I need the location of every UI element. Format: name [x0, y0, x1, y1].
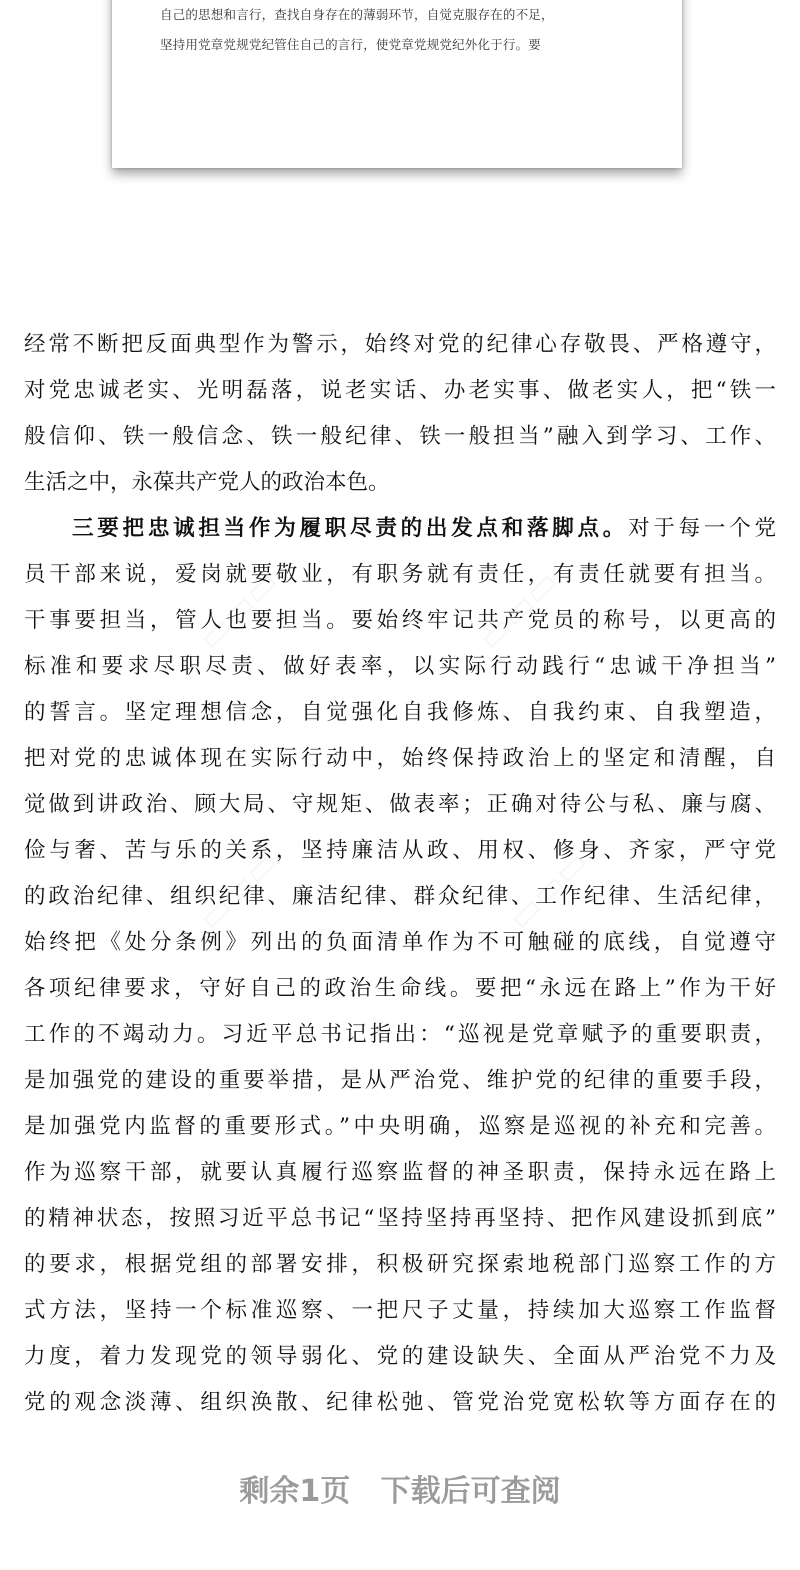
page-preview-card: [112, 0, 682, 168]
text-line: 各项纪律要求，守好自己的政治生命线。要把“永远在路上”作为干好: [24, 976, 776, 1001]
text-line: 始终把《处分条例》列出的负面清单作为不可触碰的底线，自觉遵守: [24, 930, 776, 955]
text-line: 的精神状态，按照习近平总书记“坚持坚持再坚持、把作风建设抓到底”: [24, 1206, 776, 1231]
text-line: 作为巡察干部，就要认真履行巡察监督的神圣职责，保持永远在路上: [24, 1160, 776, 1185]
document-body: [24, 322, 776, 1426]
text-line: 把对党的忠诚体现在实际行动中，始终保持政治上的坚定和清醒，自: [24, 746, 776, 771]
text-line: 俭与奢、苦与乐的关系，坚持廉洁从政、用权、修身、齐家，严守党: [24, 838, 776, 863]
text-line: 的要求，根据党组的部署安排，积极研究探索地税部门巡察工作的方: [24, 1252, 776, 1277]
remaining-pages-label: 剩余1页: [239, 1474, 351, 1509]
text-line: 的誓言。坚定理想信念，自觉强化自我修炼、自我约束、自我塑造，: [24, 700, 776, 725]
text-line: 是加强党的建设的重要举措，是从严治党、维护党的纪律的重要手段，: [24, 1068, 776, 1093]
paragraph-lead-heading: 三要把忠诚担当作为履职尽责的出发点和落脚点。: [72, 516, 629, 541]
preview-line: 坚持用党章党规党纪管住自己的言行，使党章党规党纪外化于行。要: [160, 37, 542, 52]
paragraph-lead-rest: 对于每一个党: [628, 516, 776, 541]
text-line: 般信仰、铁一般信念、铁一般纪律、铁一般担当”融入到学习、工作、: [24, 424, 776, 449]
text-line: 标准和要求尽职尽责、做好表率，以实际行动践行“忠诚干净担当”: [24, 654, 776, 679]
text-line: 的政治纪律、组织纪律、廉洁纪律、群众纪律、工作纪律、生活纪律，: [24, 884, 776, 909]
preview-line: 自己的思想和言行，查找自身存在的薄弱环节，自觉克服存在的不足，: [160, 7, 554, 22]
text-line: 式方法，坚持一个标准巡察、一把尺子丈量，持续加大巡察工作监督: [24, 1298, 776, 1323]
text-line: 对党忠诚老实、光明磊落，说老实话、办老实事、做老实人，把“铁一: [24, 378, 776, 403]
text-line: 工作的不竭动力。习近平总书记指出：“巡视是党章赋予的重要职责，: [24, 1022, 776, 1047]
text-line: 生活之中，永葆共产党人的政治本色。: [24, 470, 390, 495]
text-line: 经常不断把反面典型作为警示，始终对党的纪律心存敬畏、严格遵守，: [24, 332, 776, 357]
text-line: 力度，着力发现党的领导弱化、党的建设缺失、全面从严治党不力及: [24, 1344, 776, 1369]
text-line: 党的观念淡薄、组织涣散、纪律松弛、管党治党宽松软等方面存在的: [24, 1390, 776, 1415]
paragraph-lead-line: [24, 506, 776, 552]
download-prompt[interactable]: [0, 1466, 800, 1510]
text-line: 员干部来说，爱岗就要敬业，有职务就有责任，有责任就要有担当。: [24, 562, 776, 587]
text-line: 是加强党内监督的重要形式。”中央明确，巡察是巡视的补充和完善。: [24, 1114, 776, 1139]
download-to-view-label: 下载后可查阅: [380, 1474, 561, 1509]
text-line: 觉做到讲政治、顾大局、守规矩、做表率；正确对待公与私、廉与腐、: [24, 792, 776, 817]
text-line: 干事要担当，管人也要担当。要始终牢记共产党员的称号，以更高的: [24, 608, 776, 633]
